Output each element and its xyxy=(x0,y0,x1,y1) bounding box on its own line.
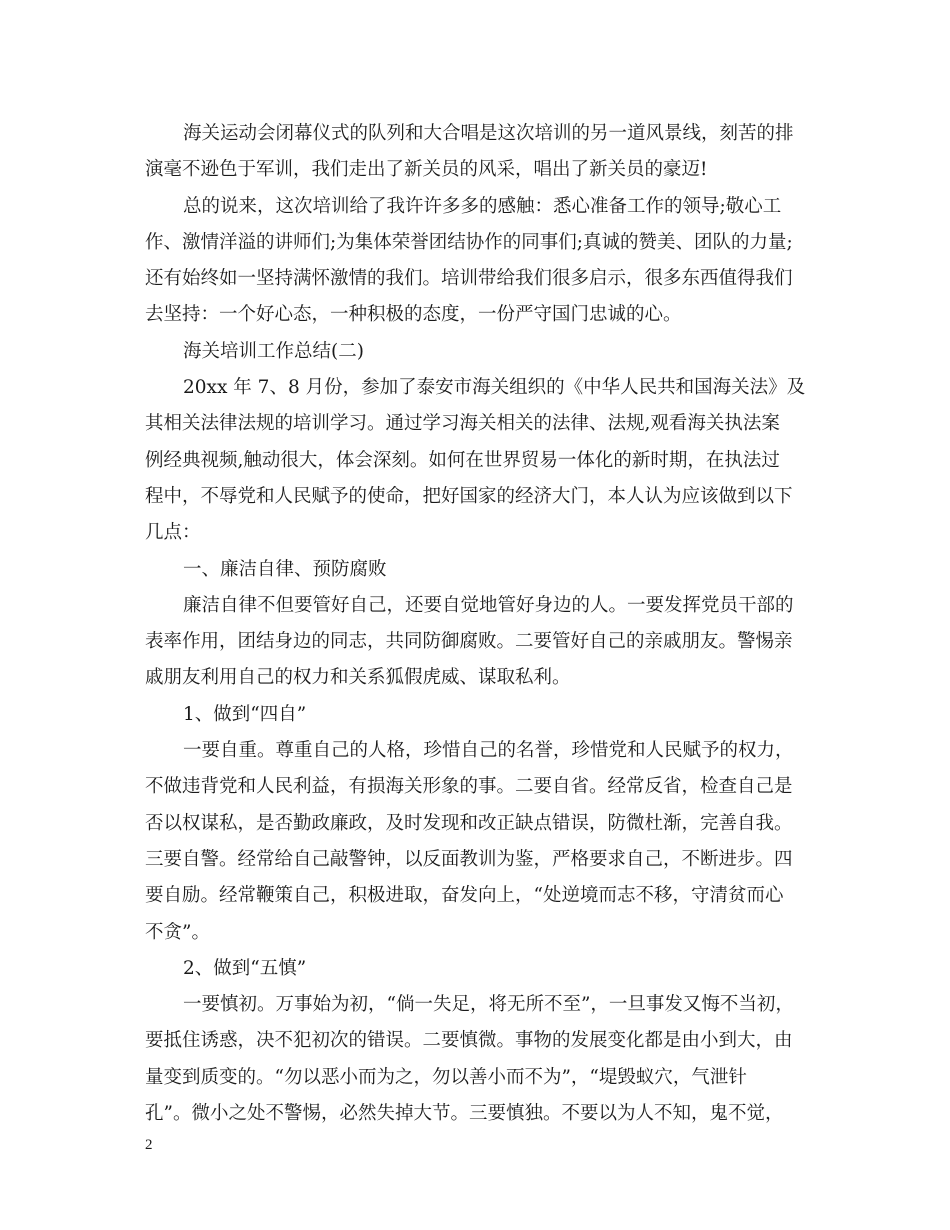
text-line: 海关运动会闭幕仪式的队列和大合唱是这次培训的另一道风景线，刻苦的排 xyxy=(183,123,794,144)
text-line: 廉洁自律不但要管好自己，还要自觉地管好身边的人。一要发挥党员干部的 xyxy=(183,594,794,616)
text-line: 还有始终如一坚持满怀激情的我们。培训带给我们很多启示，很多东西值得我们 xyxy=(145,268,793,290)
text-line: 量变到质变的。“勿以恶小而为之，勿以善小而不为”，“堤毁蚁穴，气泄针 xyxy=(145,1066,747,1088)
text-line: 演毫不逊色于军训，我们走出了新关员的风采，唱出了新关员的豪迈! xyxy=(145,159,708,181)
text-line: 去坚持：一个好心态，一种积极的态度，一份严守国门忠诚的心。 xyxy=(145,304,682,326)
text-line: 不贪”。 xyxy=(145,921,210,943)
text-line: 三要自警。经常给自己敲警钟，以反面教训为鉴，严格要求自己，不断进步。四 xyxy=(145,848,793,870)
text-line: 一要慎初。万事始为初，“倘一失足，将无所不至”，一旦事发又悔不当初， xyxy=(183,994,794,1016)
subsection-heading: 2、做到“五慎” xyxy=(183,957,307,979)
text-line: 孔”。微小之处不警惕，必然失掉大节。三要慎独。不要以为人不知，鬼不觉， xyxy=(145,1103,784,1125)
text-line: 几点： xyxy=(145,522,201,544)
text-line: 20xx 年 7、8 月份，参加了泰安市海关组织的《中华人民共和国海关法》及 xyxy=(183,377,806,399)
text-line: 作、激情洋溢的讲师们;为集体荣誉团结协作的同事们;真诚的赞美、团队的力量; xyxy=(145,231,793,253)
section-heading: 海关培训工作总结(二) xyxy=(183,340,364,362)
text-line: 表率作用，团结身边的同志，共同防御腐败。二要管好自己的亲戚朋友。警惕亲 xyxy=(145,631,793,653)
text-line: 例经典视频,触动很大，体会深刻。如何在世界贸易一体化的新时期，在执法过 xyxy=(145,449,780,471)
text-line: 其相关法律法规的培训学习。通过学习海关相关的法律、法规,观看海关执法案 xyxy=(145,413,780,435)
text-line: 否以权谋私，是否勤政廉政，及时发现和改正缺点错误，防微杜渐，完善自我。 xyxy=(145,812,793,834)
text-line: 总的说来，这次培训给了我许许多多的感触：悉心准备工作的领导;敬心工 xyxy=(183,195,782,217)
text-line: 要抵住诱惑，决不犯初次的错误。二要慎微。事物的发展变化都是由小到大，由 xyxy=(145,1030,793,1052)
subsection-heading: 1、做到“四自” xyxy=(183,703,307,725)
page-number: 2 xyxy=(145,1137,153,1153)
text-line: 一要自重。尊重自己的人格，珍惜自己的名誉，珍惜党和人民赋予的权力， xyxy=(183,740,794,762)
document-body xyxy=(145,116,810,1132)
text-line: 程中，不辱党和人民赋予的使命，把好国家的经济大门，本人认为应该做到以下 xyxy=(145,485,793,507)
text-line: 戚朋友利用自己的权力和关系狐假虎威、谋取私利。 xyxy=(145,667,571,689)
section-heading: 一、廉洁自律、预防腐败 xyxy=(183,558,387,580)
text-line: 不做违背党和人民利益，有损海关形象的事。二要自省。经常反省，检查自己是 xyxy=(145,776,793,798)
text-line: 要自励。经常鞭策自己，积极进取，奋发向上，“处逆境而志不移，守清贫而心 xyxy=(145,885,784,907)
